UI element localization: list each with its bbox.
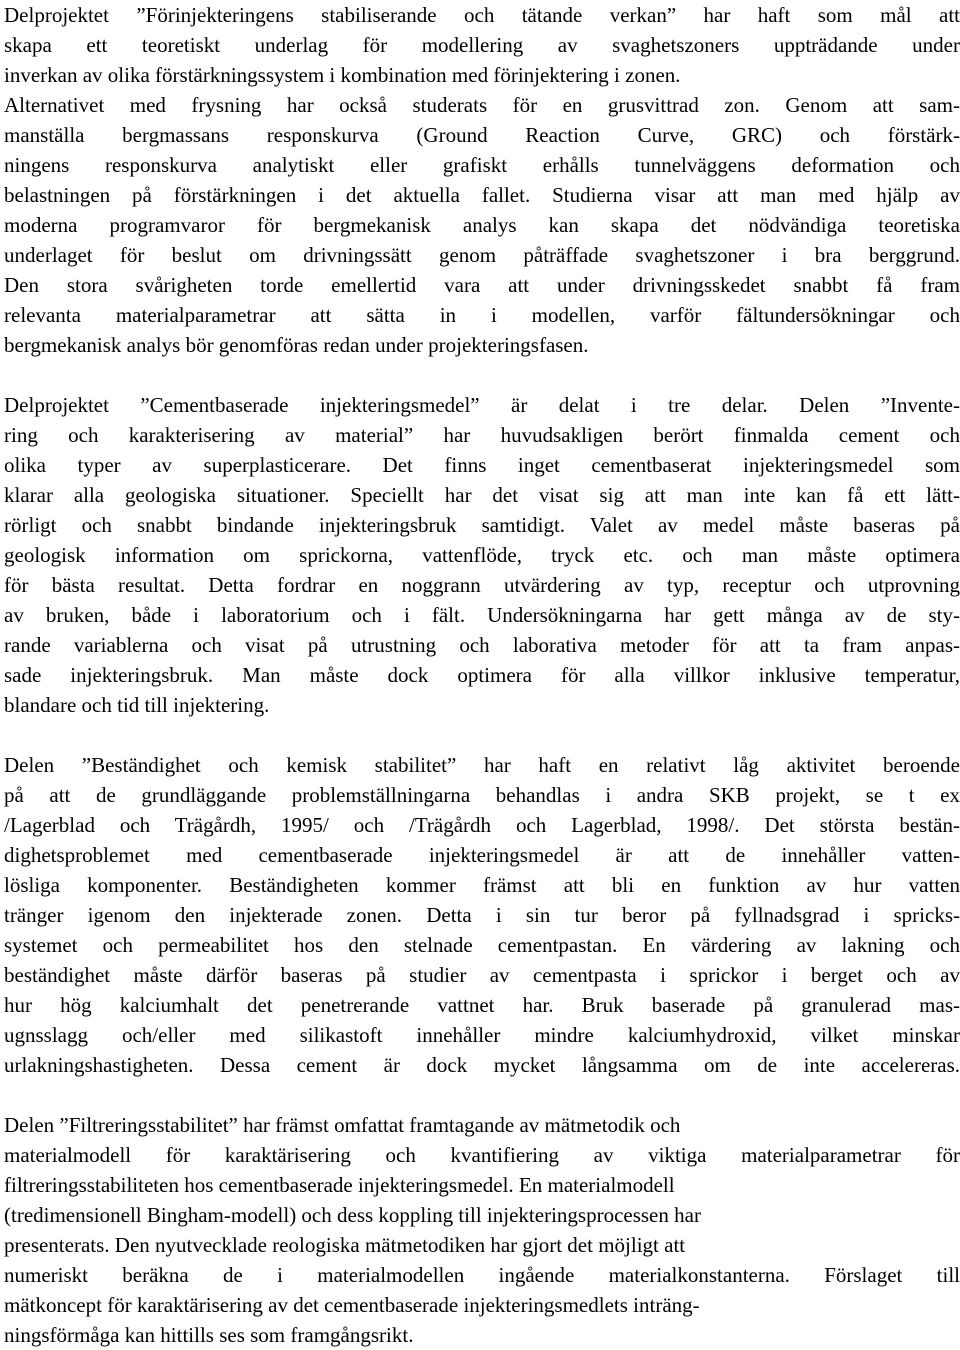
text-line: materialmodell för karaktärisering och kvantifiering av viktiga materialparametrar för — [4, 1143, 960, 1167]
text-line: bergmekanisk analys bör genomföras redan under projekteringsfasen. — [4, 333, 589, 357]
paragraph-3 — [4, 750, 960, 1080]
text-line: filtreringsstabiliteten hos cementbaserade injekteringsmedel. En materialmodell — [4, 1173, 675, 1197]
text-line: Den stora svårigheten torde emellertid vara att under drivningsskedet snabbt få fram — [4, 273, 960, 297]
text-line: rörligt och snabbt bindande injekteringsbruk samtidigt. Valet av medel måste baseras på — [4, 513, 960, 537]
text-line: inverkan av olika förstärkningssystem i kombination med förinjektering i zonen. — [4, 63, 681, 87]
text-line: för bästa resultat. Detta fordrar en noggrann utvärdering av typ, receptur och utprovning — [4, 573, 960, 597]
text-line: moderna programvaror för bergmekanisk analys kan skapa det nödvändiga teoretiska — [4, 213, 960, 237]
text-line: rande variablerna och visat på utrustning och laborativa metoder för att ta fram anpas- — [4, 633, 960, 657]
text-line: klarar alla geologiska situationer. Speciellt har det visat sig att man inte kan få ett lätt- — [4, 483, 960, 507]
text-line: hur hög kalciumhalt det penetrerande vattnet har. Bruk baserade på granulerad mas- — [4, 993, 960, 1017]
text-line: lösliga komponenter. Beständigheten kommer främst att bli en funktion av hur vatten — [4, 873, 960, 897]
text-line: ugnsslagg och/eller med silikastoft innehåller mindre kalciumhydroxid, vilket minskar — [4, 1023, 960, 1047]
text-line: skapa ett teoretiskt underlag för modellering av svaghetszoners uppträdande under — [4, 33, 960, 57]
text-line: underlaget för beslut om drivningssätt genom påträffade svaghetszoner i bra berggrund. — [4, 243, 960, 267]
text-line: Delprojektet ”Förinjekteringens stabiliserande och tätande verkan” har haft som mål att — [4, 3, 960, 27]
paragraph-2 — [4, 390, 960, 720]
text-line: på att de grundläggande problemställningarna behandlas i andra SKB projekt, se t ex — [4, 783, 960, 807]
text-line: relevanta materialparametrar att sätta in i modellen, varför fältundersökningar och — [4, 303, 960, 327]
paragraph-gap — [4, 720, 960, 750]
text-line: (tredimensionell Bingham-modell) och dess koppling till injekteringsprocessen har — [4, 1203, 701, 1227]
text-line: tränger igenom den injekterade zonen. Detta i sin tur beror på fyllnadsgrad i spricks- — [4, 903, 960, 927]
text-line: ningsförmåga kan hittills ses som framgångsrikt. — [4, 1323, 414, 1347]
text-line: sade injekteringsbruk. Man måste dock optimera för alla villkor inklusive temperatur, — [4, 663, 960, 687]
text-line: av bruken, både i laboratorium och i fält. Undersökningarna har gett många av de sty- — [4, 603, 960, 627]
text-line: ring och karakterisering av material” har huvudsakligen berört finmalda cement och — [4, 423, 960, 447]
paragraph-4 — [4, 1110, 960, 1350]
paragraph-1 — [4, 0, 960, 360]
text-line: Delen ”Beständighet och kemisk stabilitet” har haft en relativt låg aktivitet beroende — [4, 753, 960, 777]
text-line: presenterats. Den nyutvecklade reologiska mätmetodiken har gjort det möjligt att — [4, 1233, 686, 1257]
paragraph-gap — [4, 1080, 960, 1110]
text-line: beständighet måste därför baseras på studier av cementpasta i sprickor i berget och av — [4, 963, 960, 987]
text-line: systemet och permeabilitet hos den stelnade cementpastan. En värdering av lakning och — [4, 933, 960, 957]
text-line: numeriskt beräkna de i materialmodellen ingående materialkonstanterna. Förslaget till — [4, 1263, 960, 1287]
text-line: geologisk information om sprickorna, vattenflöde, tryck etc. och man måste optimera — [4, 543, 960, 567]
text-line: mätkoncept för karaktärisering av det cementbaserade injekteringsmedlets inträng- — [4, 1293, 700, 1317]
text-line: dighetsproblemet med cementbaserade injekteringsmedel är att de innehåller vatten- — [4, 843, 960, 867]
document-page — [4, 0, 960, 1350]
text-line: olika typer av superplasticerare. Det finns inget cementbaserat injekteringsmedel som — [4, 453, 960, 477]
text-line: ningens responskurva analytiskt eller grafiskt erhålls tunnelväggens deformation och — [4, 153, 960, 177]
text-line: Delprojektet ”Cementbaserade injekteringsmedel” är delat i tre delar. Delen ”Invente- — [4, 393, 960, 417]
text-line: /Lagerblad och Trägårdh, 1995/ och /Trägårdh och Lagerblad, 1998/. Det största bestän- — [4, 813, 960, 837]
text-line: manställa bergmassans responskurva (Ground Reaction Curve, GRC) och förstärk- — [4, 123, 960, 147]
text-line: Alternativet med frysning har också studerats för en grusvittrad zon. Genom att sam- — [4, 93, 960, 117]
text-line: belastningen på förstärkningen i det aktuella fallet. Studierna visar att man med hjälp av — [4, 183, 960, 207]
text-line: urlakningshastigheten. Dessa cement är dock mycket långsamma om de inte accelereras. — [4, 1053, 960, 1077]
text-line: Delen ”Filtreringsstabilitet” har främst omfattat framtagande av mätmetodik och — [4, 1113, 681, 1137]
paragraph-gap — [4, 360, 960, 390]
text-line: blandare och tid till injektering. — [4, 693, 270, 717]
